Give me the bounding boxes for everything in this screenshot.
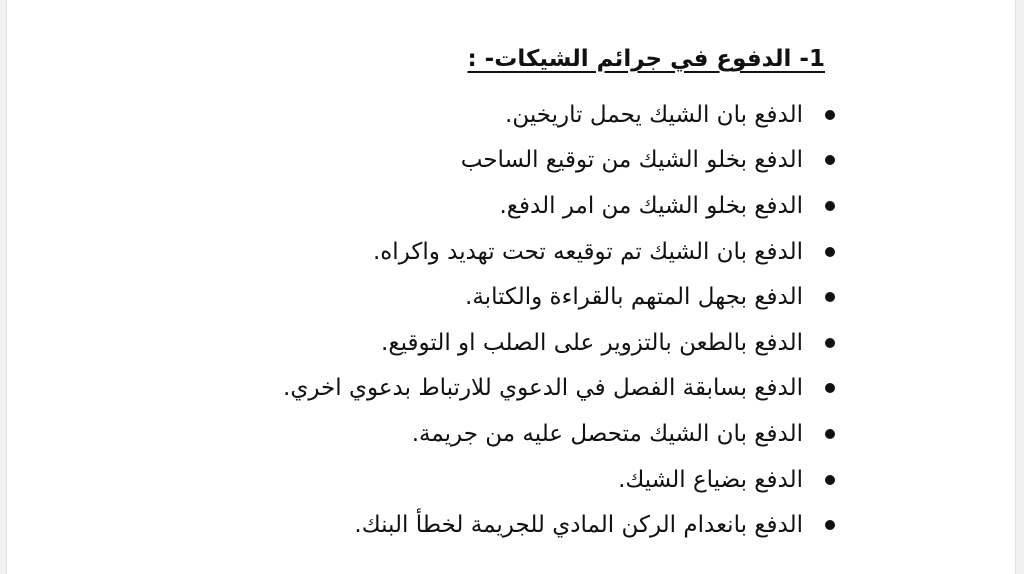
list-item-text: الدفع بخلو الشيك من امر الدفع. <box>499 192 803 219</box>
list-item <box>283 457 835 503</box>
list-item-text: الدفع بجهل المتهم بالقراءة والكتابة. <box>465 284 803 311</box>
bullet-dot-icon <box>825 201 835 211</box>
list-item <box>283 183 835 229</box>
list-item <box>283 274 835 320</box>
bullet-dot-icon <box>825 292 835 302</box>
list-item-text: الدفع بضياع الشيك. <box>618 466 803 493</box>
list-item <box>283 138 835 184</box>
list-item <box>283 411 835 457</box>
list-item-text: الدفع بالطعن بالتزوير على الصلب او التوقيع. <box>381 329 803 356</box>
defenses-list <box>283 92 835 548</box>
list-item-text: الدفع بان الشيك يحمل تاريخين. <box>505 101 803 128</box>
list-item <box>283 92 835 138</box>
bullet-dot-icon <box>825 429 835 439</box>
bullet-dot-icon <box>825 247 835 257</box>
list-item <box>283 502 835 548</box>
section-heading: 1- الدفوع في جرائم الشيكات- : <box>467 46 825 72</box>
list-item <box>283 229 835 275</box>
bullet-dot-icon <box>825 520 835 530</box>
bullet-dot-icon <box>825 155 835 165</box>
list-item-text: الدفع بان الشيك متحصل عليه من جريمة. <box>411 420 803 447</box>
list-item-text: الدفع بسابقة الفصل في الدعوي للارتباط بدعوي اخري. <box>283 375 803 402</box>
list-item <box>283 320 835 366</box>
bullet-dot-icon <box>825 110 835 120</box>
list-item-text: الدفع بخلو الشيك من توقيع الساحب <box>460 147 803 174</box>
list-item <box>283 366 835 412</box>
list-item-text: الدفع بانعدام الركن المادي للجريمة لخطأ البنك. <box>354 512 803 539</box>
document-page <box>6 0 1016 574</box>
list-item-text: الدفع بان الشيك تم توقيعه تحت تهديد واكراه. <box>372 238 803 265</box>
bullet-dot-icon <box>825 383 835 393</box>
bullet-dot-icon <box>825 338 835 348</box>
bullet-dot-icon <box>825 475 835 485</box>
